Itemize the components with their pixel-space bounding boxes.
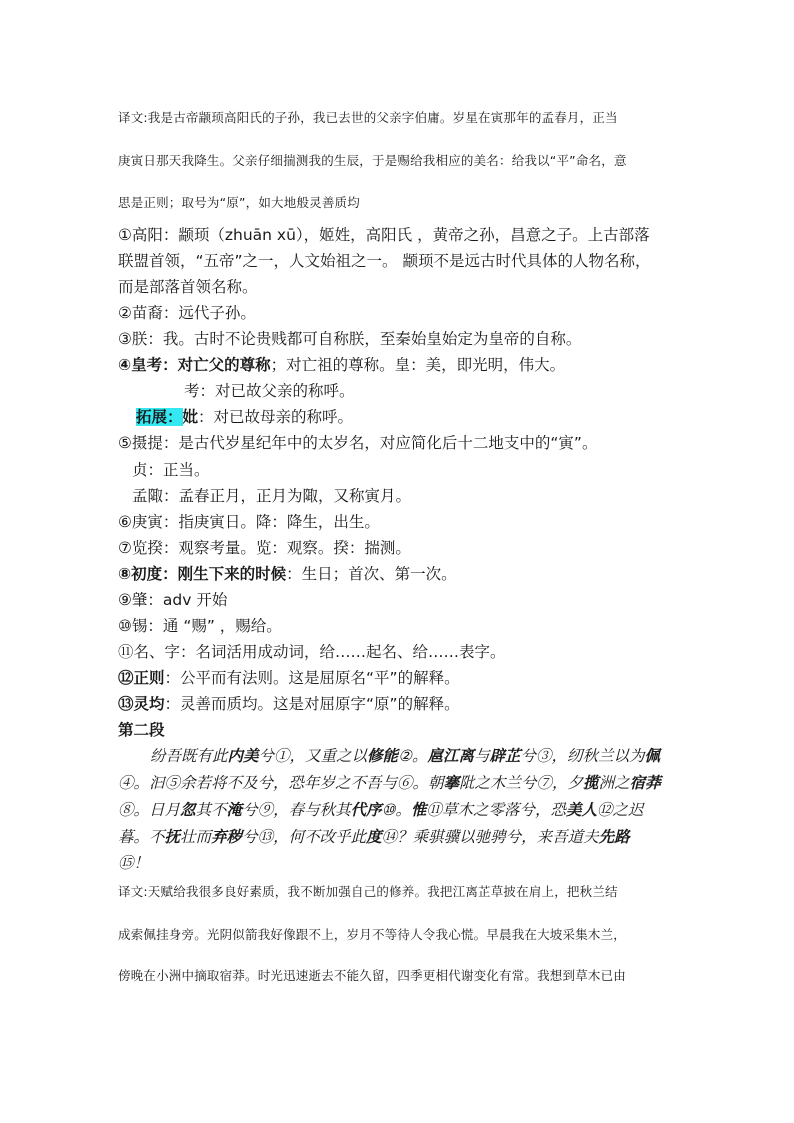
- orig-seg: 兮⑬，何不改乎此: [242, 828, 367, 846]
- orig-seg: 兮⑨，春与秋其: [242, 801, 351, 819]
- orig-seg: ⑭？乘骐骥以驰骋兮，来吾道夫: [381, 828, 599, 846]
- orig-key: 辟芷: [489, 746, 521, 765]
- note-7: ⑦览揆：观察考量。览：观察。揆：揣测。: [118, 539, 411, 557]
- original-line-1: [150, 744, 660, 766]
- orig-key: 揽: [583, 773, 599, 792]
- original-line-2: [118, 771, 661, 793]
- orig-key: 佩: [644, 746, 661, 765]
- orig-key: 弃秽: [211, 827, 243, 846]
- section-title: 第二段: [118, 721, 165, 739]
- note-4-text: ；对亡祖的尊称。皇：美，即光明，伟大。: [270, 356, 566, 374]
- orig-key: 内美: [227, 746, 259, 765]
- note-8-text: ：生日；首次、第一次。: [286, 565, 457, 583]
- note-4: [118, 353, 565, 375]
- note-12-term: ⑫正则: [118, 669, 165, 687]
- note-13-term: ⑬灵均: [118, 695, 165, 713]
- note-4-term: ④皇考：对亡父的尊称: [118, 356, 271, 374]
- note-6: ⑥庚寅：指庚寅日。降：降生，出生。: [118, 513, 380, 531]
- note-12: [118, 666, 460, 688]
- orig-seg: 与: [473, 747, 490, 765]
- orig-seg: ④。汩⑤余若将不及兮，恐年岁之不吾与⑥。朝: [118, 774, 444, 792]
- note-2: ②苗裔：远代子孙。: [118, 304, 256, 322]
- orig-key: 惟: [411, 800, 427, 819]
- original-line-5: ⑮！: [118, 854, 150, 872]
- note-extension: [136, 405, 353, 427]
- note-1-line-1: ①高阳：颛顼（zhuān xū），姬姓，高阳氏 ，黄帝之孙，昌意之子。上古部落: [118, 226, 650, 244]
- orig-key: 修能: [367, 746, 399, 765]
- note-3: ③朕：我。古时不论贵贱都可自称朕，至秦始皇始定为皇帝的自称。: [118, 330, 582, 348]
- orig-key: 度: [366, 827, 382, 846]
- translation-line: 思是正则；取号为“原”，如大地般灵善质均: [118, 195, 360, 210]
- extension-text: ：对已故母亲的称呼。: [198, 408, 354, 426]
- translation-line: 傍晚在小洲中摘取宿莽。时光迅速逝去不能久留，四季更相代谢变化有常。我想到草木已由: [118, 968, 627, 983]
- extension-term: 妣: [182, 408, 199, 426]
- note-10: ⑩锡：通 “赐” ，赐给。: [118, 617, 282, 635]
- orig-key: 搴: [443, 773, 460, 792]
- note-13-text: ：灵善而质均。这是对屈原字“原”的解释。: [164, 695, 460, 713]
- orig-seg: ⑪草木之零落兮，恐: [426, 801, 567, 819]
- orig-key: 扈江离: [427, 746, 474, 765]
- note-5: ⑤摄提：是古代岁星纪年中的太岁名，对应简化后十二地支中的“寅”。: [118, 434, 598, 452]
- extension-highlight: 拓展：: [136, 408, 183, 426]
- note-13: [118, 692, 460, 714]
- note-5-meng: 孟陬：孟春正月，正月为陬，又称寅月。: [132, 487, 412, 505]
- note-8: [118, 562, 457, 584]
- orig-seg: ⑩。: [381, 801, 411, 819]
- note-1-line-2: 联盟首领，“五帝”之一，人文始祖之一。 颛顼不是远古时代具体的人物名称，: [118, 252, 651, 270]
- orig-seg: 兮①，又重之以: [258, 747, 368, 765]
- orig-seg: 阰之木兰兮⑦，夕: [459, 774, 584, 792]
- orig-key: 忽: [180, 800, 196, 819]
- note-5-zhen: 贞：正当。: [132, 461, 210, 479]
- translation-line: 庚寅日那天我降生。父亲仔细揣测我的生辰，于是赐给我相应的美名：给我以“平”命名，意: [118, 153, 627, 168]
- orig-seg: 纷吾既有此: [150, 747, 228, 765]
- orig-seg: ⑧。日月: [118, 801, 181, 819]
- orig-seg: ⑫之迟: [597, 801, 644, 819]
- orig-seg: ②。: [398, 747, 428, 765]
- note-12-text: ：公平而有法则。这是屈原名“平”的解释。: [164, 669, 460, 687]
- translation-line: 译文:我是古帝颛顼高阳氏的子孙，我已去世的父亲字伯庸。岁星在寅那年的孟春月，正当: [118, 110, 618, 125]
- orig-seg: 暮。不: [118, 828, 165, 846]
- translation-line: 译文:天赋给我很多良好素质，我不断加强自己的修养。我把江离芷草披在肩上，把秋兰结: [118, 884, 618, 899]
- orig-seg: 洲之: [598, 774, 630, 792]
- orig-seg: 壮而: [180, 828, 212, 846]
- orig-key: 宿莽: [629, 773, 661, 792]
- note-8-term: ⑧初度：刚生下来的时候: [118, 565, 287, 583]
- note-4-kao: 考：对已故父亲的称呼。: [184, 382, 355, 400]
- orig-key: 美人: [566, 800, 598, 819]
- orig-seg: 其不: [195, 801, 227, 819]
- orig-key: 先路: [598, 827, 630, 846]
- translation-line: 成索佩挂身旁。光阴似箭我好像跟不上，岁月不等待人令我心慌。早晨我在大坡采集木兰，: [118, 927, 627, 942]
- original-line-4: [118, 825, 630, 847]
- original-line-3: [118, 798, 644, 820]
- note-9: ⑨肇：adv 开始: [118, 591, 228, 609]
- note-1-line-3: 而是部落首领名称。: [118, 278, 258, 296]
- orig-seg: 兮③，纫秋兰以为: [520, 747, 645, 765]
- orig-key: 淹: [226, 800, 243, 819]
- orig-key: 抚: [164, 827, 181, 846]
- orig-key: 代序: [350, 800, 382, 819]
- note-11: ⑪名、字：名词活用成动词，给……起名、给……表字。: [118, 643, 506, 661]
